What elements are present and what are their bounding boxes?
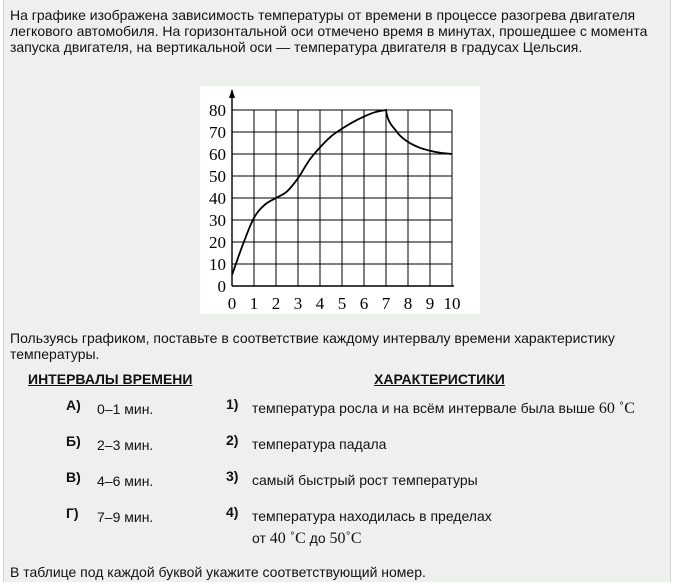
intervals-header: ИНТЕРВАЛЫ ВРЕМЕНИ (28, 371, 193, 387)
y-tick-label-80: 80 (209, 101, 226, 120)
interval-text-v: 4–6 мин. (97, 473, 154, 489)
interval-letter-a: А) (66, 397, 81, 413)
characteristics-header: ХАРАКТЕРИСТИКИ (374, 371, 505, 387)
x-tick-label-3: 3 (293, 294, 303, 313)
y-tick-label-60: 60 (209, 145, 226, 164)
y-tick-label-20: 20 (209, 233, 226, 252)
characteristic-text-4: температура находилась в пределах от 40 ˚C до 50˚C (252, 508, 492, 547)
x-tick-label-2: 2 (271, 294, 281, 313)
x-tick-label-0: 0 (227, 294, 237, 313)
x-tick-label-7: 7 (381, 294, 391, 313)
x-tick-label-9: 9 (425, 294, 435, 313)
interval-text-a: 0–1 мин. (97, 401, 154, 417)
y-axis-arrow-icon (229, 89, 235, 98)
temperature-chart (200, 86, 480, 314)
y-tick-label-40: 40 (209, 189, 226, 208)
y-tick-label-70: 70 (209, 123, 226, 142)
interval-text-b: 2–3 мин. (97, 437, 154, 453)
characteristic-text-1: температура росла и на всём интервале была выше 60 ˚C (252, 400, 635, 417)
interval-letter-g: Г) (66, 505, 79, 521)
characteristic-num-4: 4) (226, 504, 239, 520)
task-intro-text: На графике изображена зависимость температуры от времени в процессе разогрева двигателя легкового автомобиля. На горизонтальной оси отмечено время в минутах, прошедшее с момента запуска двигателя, на вертикальной оси — температура двигателя в градусах Цельсия. (10, 7, 648, 55)
y-tick-label-10: 10 (209, 255, 226, 274)
x-tick-label-8: 8 (403, 294, 413, 313)
chart-svg (200, 86, 480, 314)
x-tick-label-10: 10 (443, 294, 461, 313)
x-tick-label-4: 4 (315, 294, 325, 313)
y-tick-label-30: 30 (209, 211, 226, 230)
interval-letter-v: В) (66, 469, 81, 485)
characteristic-text-3: самый быстрый рост температуры (252, 472, 478, 488)
y-tick-label-0: 0 (217, 277, 226, 296)
x-tick-label-1: 1 (249, 294, 259, 313)
interval-letter-b: Б) (66, 433, 81, 449)
x-tick-label-6: 6 (359, 294, 369, 313)
y-tick-label-50: 50 (209, 167, 226, 186)
interval-text-g: 7–9 мин. (97, 509, 154, 525)
task-prompt-text: Пользуясь графиком, поставьте в соответствие каждому интервалу времени характеристику температуры. (10, 330, 615, 362)
task-footer-text: В таблице под каждой буквой укажите соответствующий номер. (10, 564, 426, 580)
characteristic-num-2: 2) (226, 432, 239, 448)
task-panel (3, 0, 671, 582)
characteristic-num-1: 1) (226, 396, 239, 412)
characteristic-num-3: 3) (226, 468, 239, 484)
characteristic-math-1: 60 ˚C (598, 400, 635, 417)
x-tick-label-5: 5 (337, 294, 347, 313)
characteristic-text-2: температура падала (252, 436, 387, 452)
